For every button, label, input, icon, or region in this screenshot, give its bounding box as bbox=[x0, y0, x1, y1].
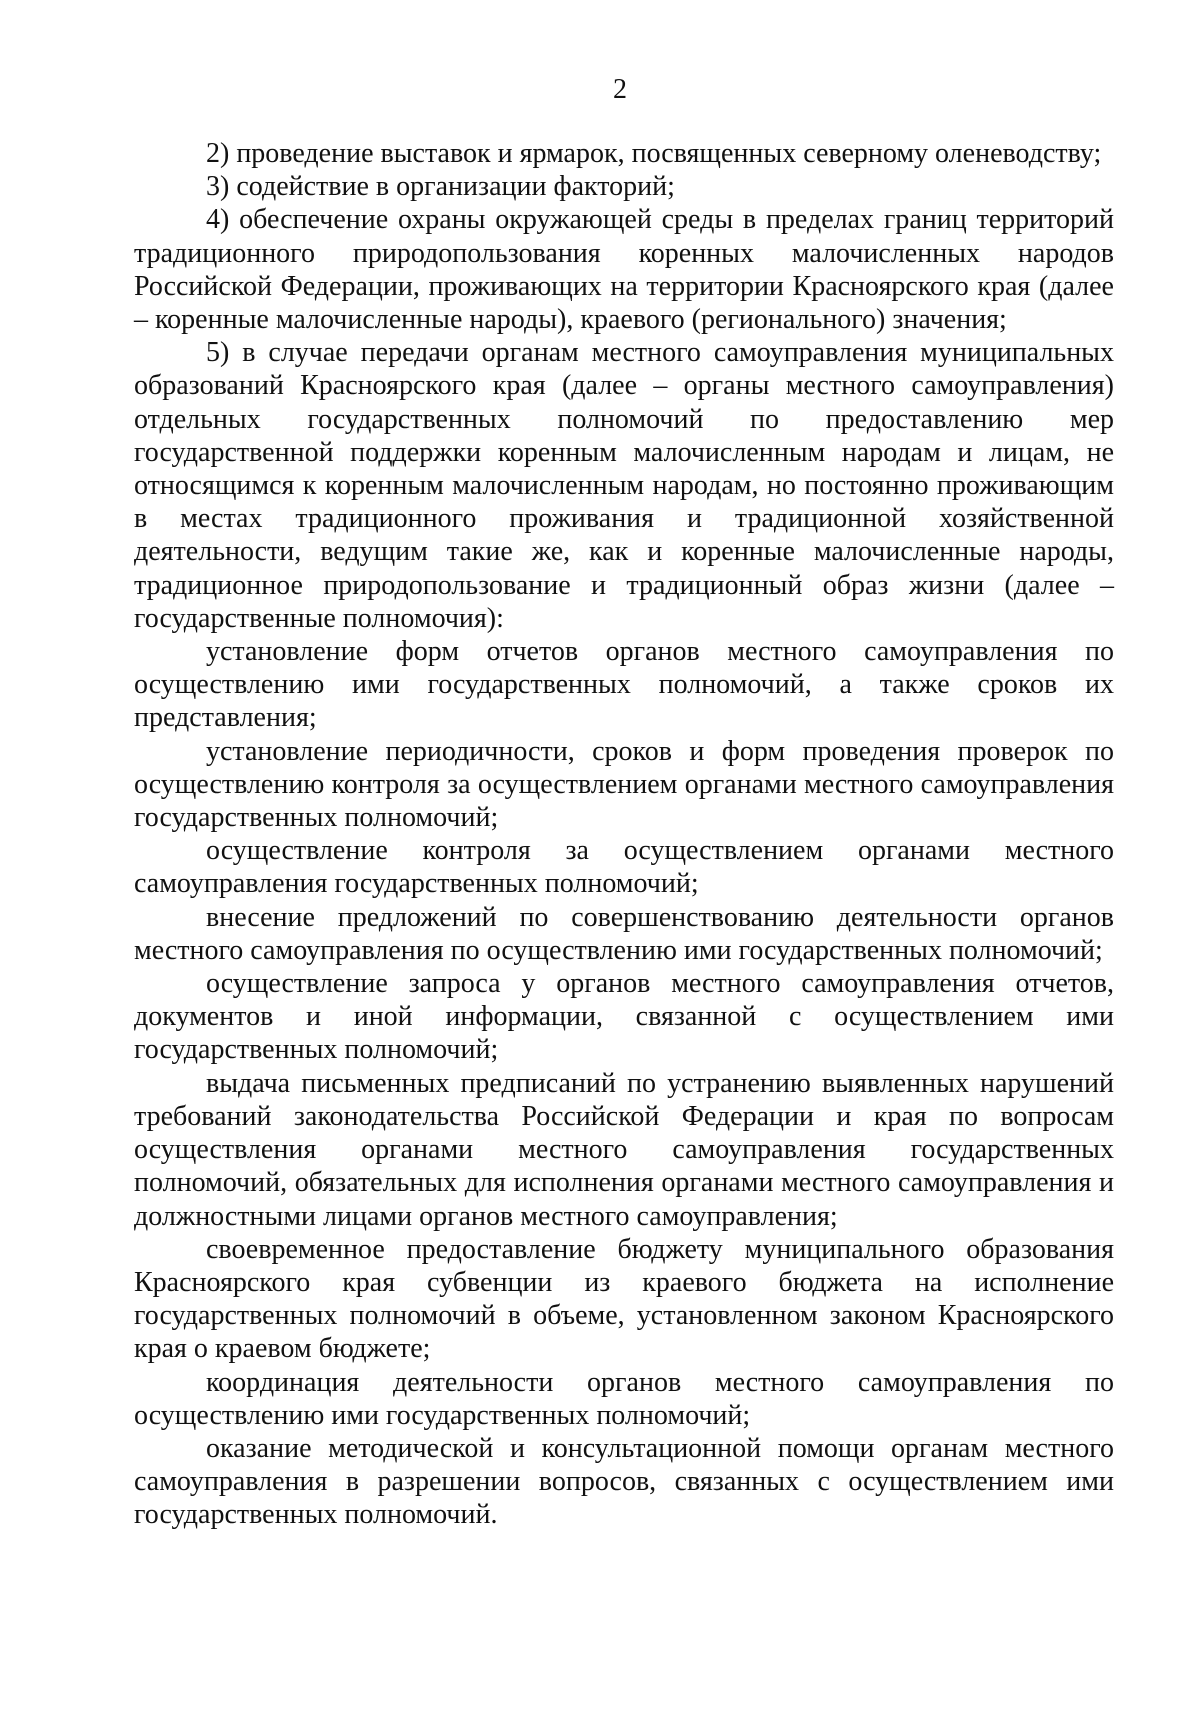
paragraph-item-3: 3) содействие в организации факторий; bbox=[206, 171, 675, 203]
sub-paragraph-control: осуществление контроля за осуществлением органами местного самоуправления государственных полномочий; bbox=[134, 835, 1114, 900]
sub-paragraph-report-forms: установление форм отчетов органов местного самоуправления по осуществлению ими государственных полномочий, а также сроков их представления; bbox=[134, 636, 1114, 734]
paragraph-item-2: 2) проведение выставок и ярмарок, посвященных северному оленеводству; bbox=[206, 138, 1102, 169]
sub-paragraph-inspection-periodicity: установление периодичности, сроков и форм проведения проверок по осуществлению контроля за осуществлением органами местного самоуправления государственных полномочий; bbox=[134, 735, 1114, 834]
sub-paragraph-coordination: координация деятельности органов местного самоуправления по осуществлению ими государственных полномочий; bbox=[134, 1366, 1114, 1431]
sub-paragraph-methodical-assistance: оказание методической и консультационной помощи органам местного самоуправления в разрешении вопросов, связанных с осуществлением ими государственных полномочий. bbox=[134, 1432, 1114, 1531]
sub-paragraph-written-orders: выдача письменных предписаний по устранению выявленных нарушений требований законодательства Российской Федерации и края по вопросам осуществления органами местного самоуправления государственных полномочий, обязательных для исполнения органами местного самоуправления и должностными лицами органов местного самоуправления; bbox=[134, 1067, 1114, 1232]
paragraph-item-4: 4) обеспечение охраны окружающей среды в пределах границ территорий традиционного природопользования коренных малочисленных народов Российской Федерации, проживающих на территории Красноярского края (далее – коренные малочисленные народы), краевого (регионального) значения; bbox=[134, 204, 1114, 336]
sub-paragraph-information-request: осуществление запроса у органов местного самоуправления отчетов, документов и иной информации, связанной с осуществлением ими государственных полномочий; bbox=[134, 968, 1114, 1066]
sub-paragraph-improvement-proposals: внесение предложений по совершенствованию деятельности органов местного самоуправления по осуществлению ими государственных полномочий; bbox=[134, 901, 1114, 966]
document-body bbox=[134, 137, 1114, 1532]
page-number: 2 bbox=[613, 74, 627, 105]
sub-paragraph-subvention: своевременное предоставление бюджету муниципального образования Красноярского края субвенции из краевого бюджета на исполнение государственных полномочий в объеме, установленном законом Красноярского края о краевом бюджете; bbox=[134, 1233, 1114, 1365]
paragraph-item-5: 5) в случае передачи органам местного самоуправления муниципальных образований Красноярского края (далее – органы местного самоуправления) отдельных государственных полномочий по предоставлению мер государственной поддержки коренным малочисленным народам и лицам, не относящимся к коренным малочисленным народам, но постоянно проживающим в местах традиционного проживания и традиционной хозяйственной деятельности, ведущим такие же, как и коренные малочисленные народы, традиционное природопользование и традиционный образ жизни (далее – государственные полномочия): bbox=[134, 337, 1114, 634]
